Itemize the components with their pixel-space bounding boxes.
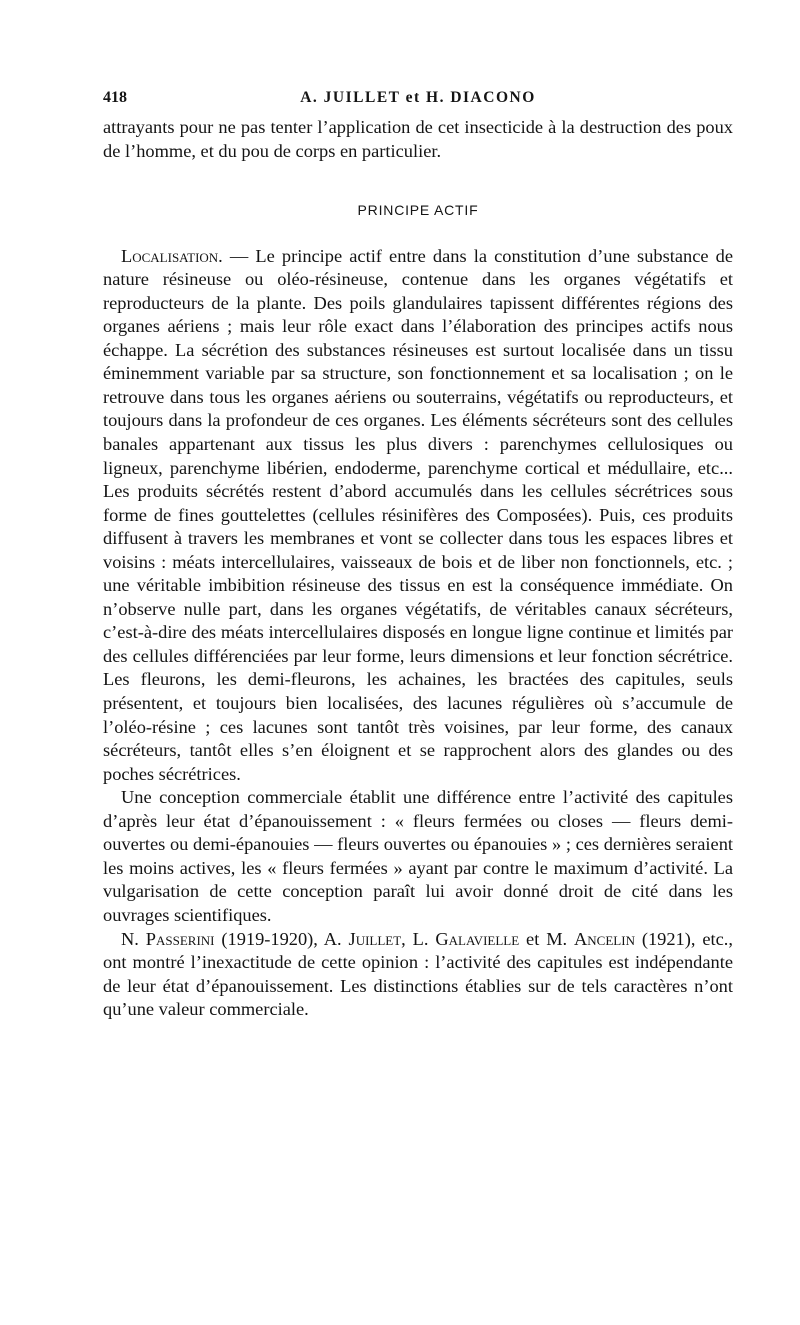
passerini-text-4: (1921), etc., ont montré l’inexactitude de cette opinion : l’activité des capitules est indépendante de leur état d’épanouissement. Les distinctions établies sur de tels caractères n’ont qu’une valeur commerciale. (103, 928, 733, 1020)
passerini-text-3: et M. (519, 928, 568, 949)
passerini-text-1: (1919-1920), A. (214, 928, 342, 949)
conception-paragraph: Une conception commerciale établit une différence entre l’activité des capitules d’après leur état d’épanouissement : « fleurs fermées ou closes — fleurs demi-ouvertes ou demi-épanouies — fleurs ouvertes ou épanouies » ; ces dernières seraient les moins actives, les « fleurs fermées » ayant par contre le maximum d’activité. La vulgarisation de cette conception paraît lui avoir donné droit de cité dans les ouvrages scientifiques. (103, 787, 733, 925)
author-galavielle: Galavielle (435, 928, 520, 949)
document-page (103, 86, 733, 1022)
localisation-paragraph (103, 245, 733, 787)
running-head: A. JUILLET et H. DIACONO (300, 89, 536, 106)
page-number: 418 (103, 89, 127, 106)
passerini-paragraph (103, 928, 733, 1022)
author-juillet: Juillet (348, 928, 402, 949)
passerini-text-2: , L. (401, 928, 429, 949)
localisation-text: — Le principe actif entre dans la constitution d’une substance de nature résineuse ou oléo-résineuse, contenue dans les organes végétatifs et reproducteurs de la plante. Des poils glandulaires tapissent différentes régions des organes aériens ; mais leur rôle exact dans l’élaboration des principes actifs nous échappe. La sécrétion des substances résineuses est surtout localisée dans un tissu éminemment variable par sa structure, son fonctionnement et sa localisation ; on le retrouve dans tous les organes aériens ou souterrains, végétatifs ou reproducteurs, et toujours dans la profondeur de ces organes. Les éléments sécréteurs sont des cellules banales appartenant aux tissus les plus divers : parenchymes cellulosiques ou ligneux, parenchyme libérien, endoderme, parenchyme cortical et médullaire, etc... Les produits sécrétés restent d’abord accumulés dans les cellules sécrétrices sous forme de fines gouttelettes (cellules résinifères des Composées). Puis, ces produits diffusent à travers les membranes et vont se collecter dans tous les espaces libres et voisins : méats intercellulaires, vaisseaux de bois et de liber non fonctionnels, etc. ; une véritable imbibition résineuse des tissus en est la conséquence immédiate. On n’observe nulle part, dans les organes végétatifs, de véritables canaux sécréteurs, c’est-à-dire des méats intercellulaires disposés en longue ligne continue et limités par des cellules différenciées par leur forme, leurs dimensions et leur fonction sécrétrice. Les fleurons, les demi-fleurons, les achaines, les bractées des capitules, seuls présentent, et toujours bien localisées, des lacunes régulières où s’accumule de l’oléo-résine ; ces lacunes sont tantôt très voisines, par leur forme, des canaux sécréteurs, tantôt elles s’en éloignent et se rapprochent alors des glandes ou des poches sécrétrices. (103, 245, 733, 784)
localisation-lead: Localisation. (121, 245, 223, 266)
author-passerini: Passerini (145, 928, 215, 949)
passerini-initial: N. (121, 928, 139, 949)
page-header (103, 86, 733, 110)
section-title: PRINCIPE ACTIF (357, 202, 479, 219)
author-ancelin: Ancelin (574, 928, 635, 949)
intro-paragraph: attrayants pour ne pas tenter l’application de cet insecticide à la destruction des poux de l’homme, et du pou de corps en particulier. (103, 117, 733, 161)
